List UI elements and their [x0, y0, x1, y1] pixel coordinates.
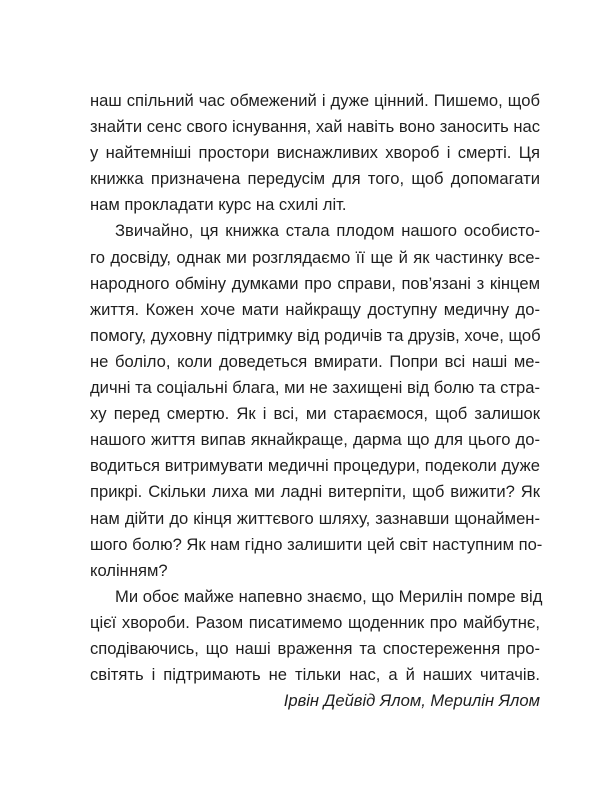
text-line: шого болю? Як нам гідно залишити цей світ наступним по-	[90, 534, 543, 554]
text-line: Звичайно, ця книжка стала плодом нашого особисто-	[115, 221, 540, 241]
text-line: наш спільний час обмежений і дуже цінний. Пишемо, щоб	[90, 91, 540, 110]
text-line: ху перед смертю. Як і всі, ми стараємося, щоб залишок	[90, 404, 540, 424]
text-line: прикрі. Скільки лиха ми ладні витерпіти, щоб вижити? Як	[90, 482, 540, 502]
text-line: го досвіду, однак ми розглядаємо її ще й як частинку все-	[90, 247, 540, 267]
text-line: нам дійти до кінця життєвого шляху, зазнавши щонаймен-	[90, 508, 540, 528]
author-signature: Ірвін Дейвід Ялом, Мерилін Ялом	[283, 691, 540, 711]
text-line: знайти сенс свого існування, хай навіть воно заносить нас	[90, 117, 541, 137]
paragraph-3	[90, 584, 543, 688]
text-line: книжка призначена передусім для того, щоб допомагати	[90, 169, 540, 189]
text-line: у найтемніші простори виснажливих хвороб і смерті. Ця	[90, 143, 540, 163]
text-line: народного обміну думками про справи, пов’язані з кінцем	[90, 273, 540, 293]
text-line: нашого життя випав якнайкраще, дарма що для цього до-	[90, 430, 540, 450]
text-line: не боліло, коли доведеться вмирати. Попри всі наші ме-	[90, 351, 540, 371]
text-line: помогу, духовну підтримку від родичів та друзів, хоче, щоб	[90, 325, 541, 345]
text-line: цієї хвороби. Разом писатимемо щоденник про майбутнє,	[90, 612, 540, 632]
text-line: сподіваючись, що наші враження та спостереження про-	[90, 638, 540, 658]
text-line: колінням?	[90, 560, 168, 580]
paragraph-2	[90, 218, 543, 583]
text-line: світять і підтримають не тільки нас, а й наших читачів.	[90, 665, 540, 685]
text-line: дичні та соціальні блага, ми не захищені від болю та стра-	[90, 378, 540, 398]
text-line: нам прокладати курс на схилі літ.	[90, 195, 347, 215]
body-text	[90, 88, 543, 714]
text-line: життя. Кожен хоче мати найкращу доступну медичну до-	[90, 299, 540, 319]
paragraph-1	[90, 88, 540, 218]
text-line: Ми обоє майже напевно знаємо, що Мерилін помре від	[115, 586, 543, 606]
text-line: водиться витримувати медичні процедури, подеколи дуже	[90, 456, 540, 476]
